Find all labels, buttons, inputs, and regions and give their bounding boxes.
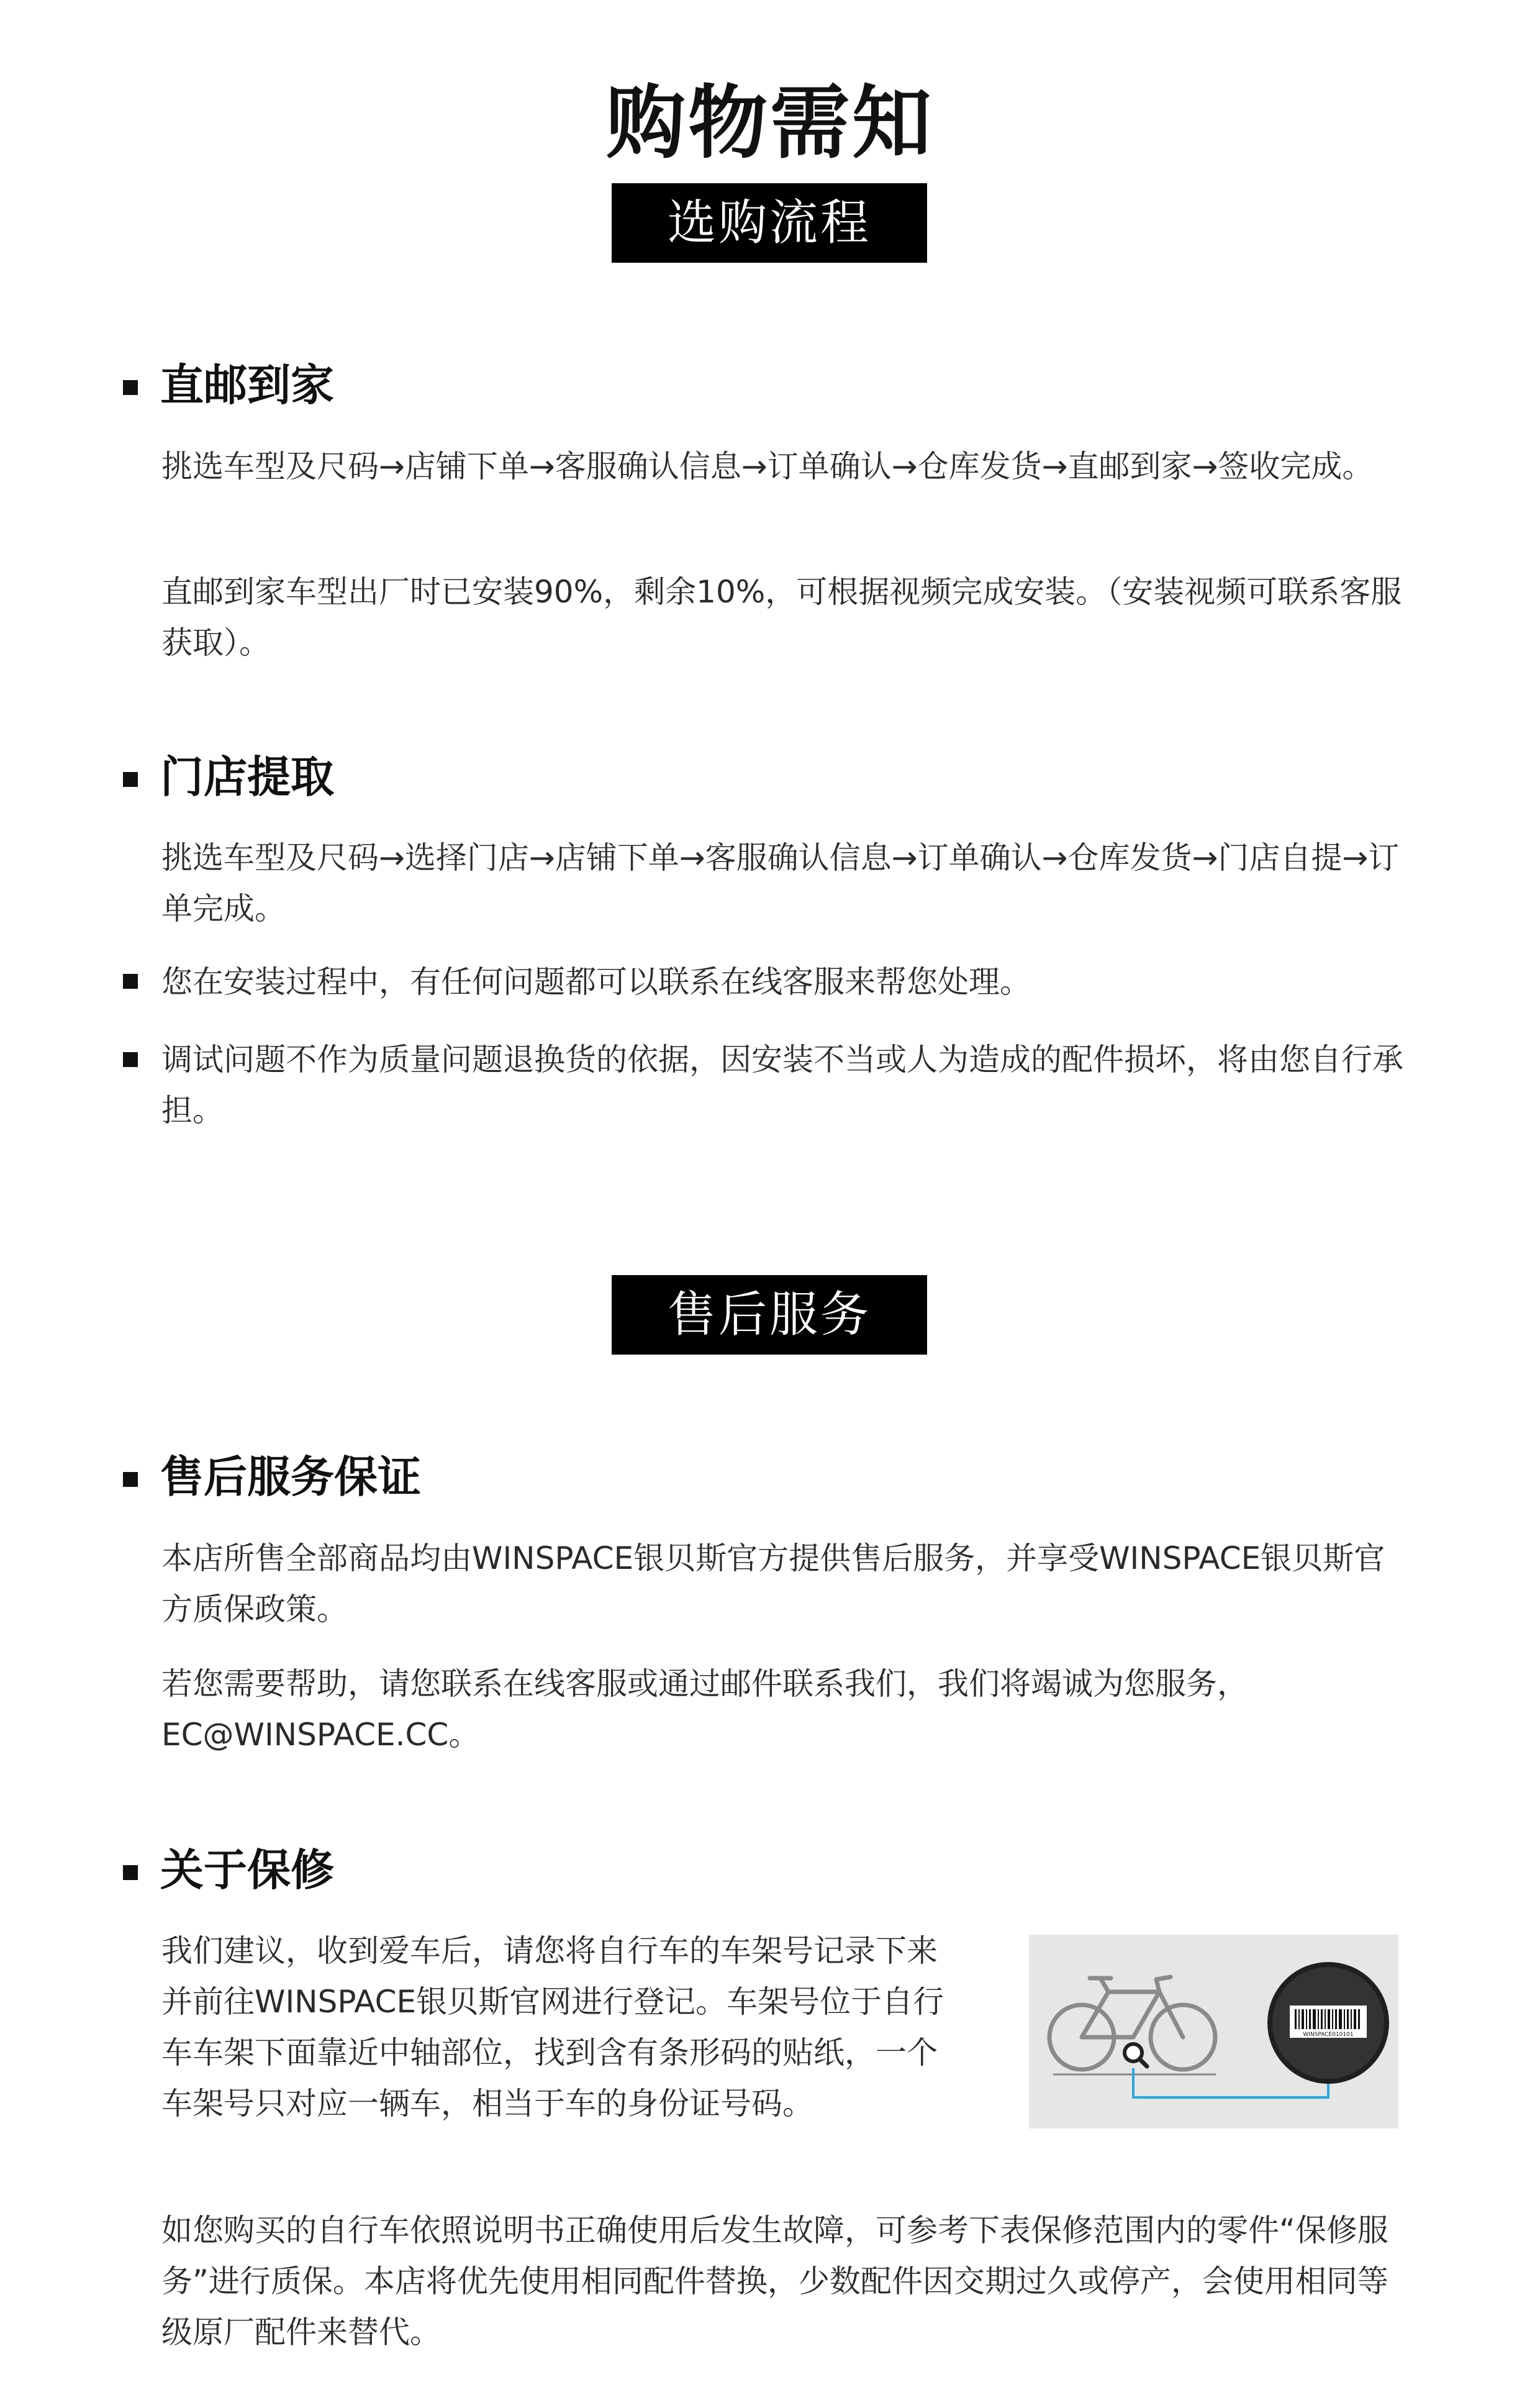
- frame-number-diagram: [1029, 1935, 1398, 2128]
- service-contact-text: 若您需要帮助，请您联系在线客服或通过邮件联系我们，我们将竭诚为您服务，EC@WINSPACE.CC。: [161, 1666, 1248, 1753]
- barcode-icon: [1270, 1965, 1387, 2081]
- note-bullet: [123, 974, 138, 989]
- heading-bullet: [123, 380, 138, 395]
- note-debugging-policy: 调试问题不作为质量问题退换货的依据，因安装不当或人为造成的配件损坏，将由您自行承担。: [161, 1042, 1403, 1129]
- direct-delivery-steps: 挑选车型及尺码→店铺下单→客服确认信息→订单确认→仓库发货→直邮到家→签收完成。: [161, 448, 1374, 484]
- section-banner-purchase-process: 选购流程: [612, 183, 927, 263]
- note-bullet: [123, 1052, 138, 1067]
- page-title: 购物需知: [605, 77, 934, 170]
- warranty-registration-text: 我们建议，收到爱车后，请您将自行车的车架号记录下来并前往WINSPACE银贝斯官网进行登记。车架号位于自行车车架下面靠近中轴部位，找到含有条形码的贴纸，一个车架号只对应一辆车，相当于车的身份证号码。: [161, 1933, 944, 2122]
- magnifier-icon: [1125, 2044, 1147, 2066]
- frame-number-illustration: [1029, 1935, 1398, 2128]
- heading-store-pickup: 门店提取: [160, 752, 334, 802]
- store-pickup-steps: 挑选车型及尺码→选择门店→店铺下单→客服确认信息→订单确认→仓库发货→门店自提→订单完成。: [161, 840, 1400, 927]
- warranty-service-text: 如您购买的自行车依照说明书正确使用后发生故障，可参考下表保修范围内的零件“保修服务”进行质保。本店将优先使用相同配件替换，少数配件因交期过久或停产，会使用相同等级原厂配件来替代。: [161, 2212, 1388, 2350]
- direct-delivery-note: 直邮到家车型出厂时已安装90%，剩余10%，可根据视频完成安装。（安装视频可联系客服获取）。: [161, 574, 1402, 661]
- note-install-help: 您在安装过程中，有任何问题都可以联系在线客服来帮您处理。: [161, 964, 1031, 1000]
- heading-service-guarantee: 售后服务保证: [160, 1451, 421, 1502]
- section-banner-after-sales: 售后服务: [612, 1275, 927, 1355]
- heading-direct-delivery: 直邮到家: [160, 360, 334, 411]
- service-guarantee-text: 本店所售全部商品均由WINSPACE银贝斯官方提供售后服务，并享受WINSPACE银贝斯官方质保政策。: [161, 1540, 1385, 1627]
- heading-bullet: [123, 1472, 138, 1487]
- heading-bullet: [123, 1865, 138, 1880]
- heading-bullet: [123, 772, 138, 787]
- barcode-label: WINSPACE010101: [1303, 2032, 1354, 2038]
- heading-warranty: 关于保修: [160, 1845, 334, 1896]
